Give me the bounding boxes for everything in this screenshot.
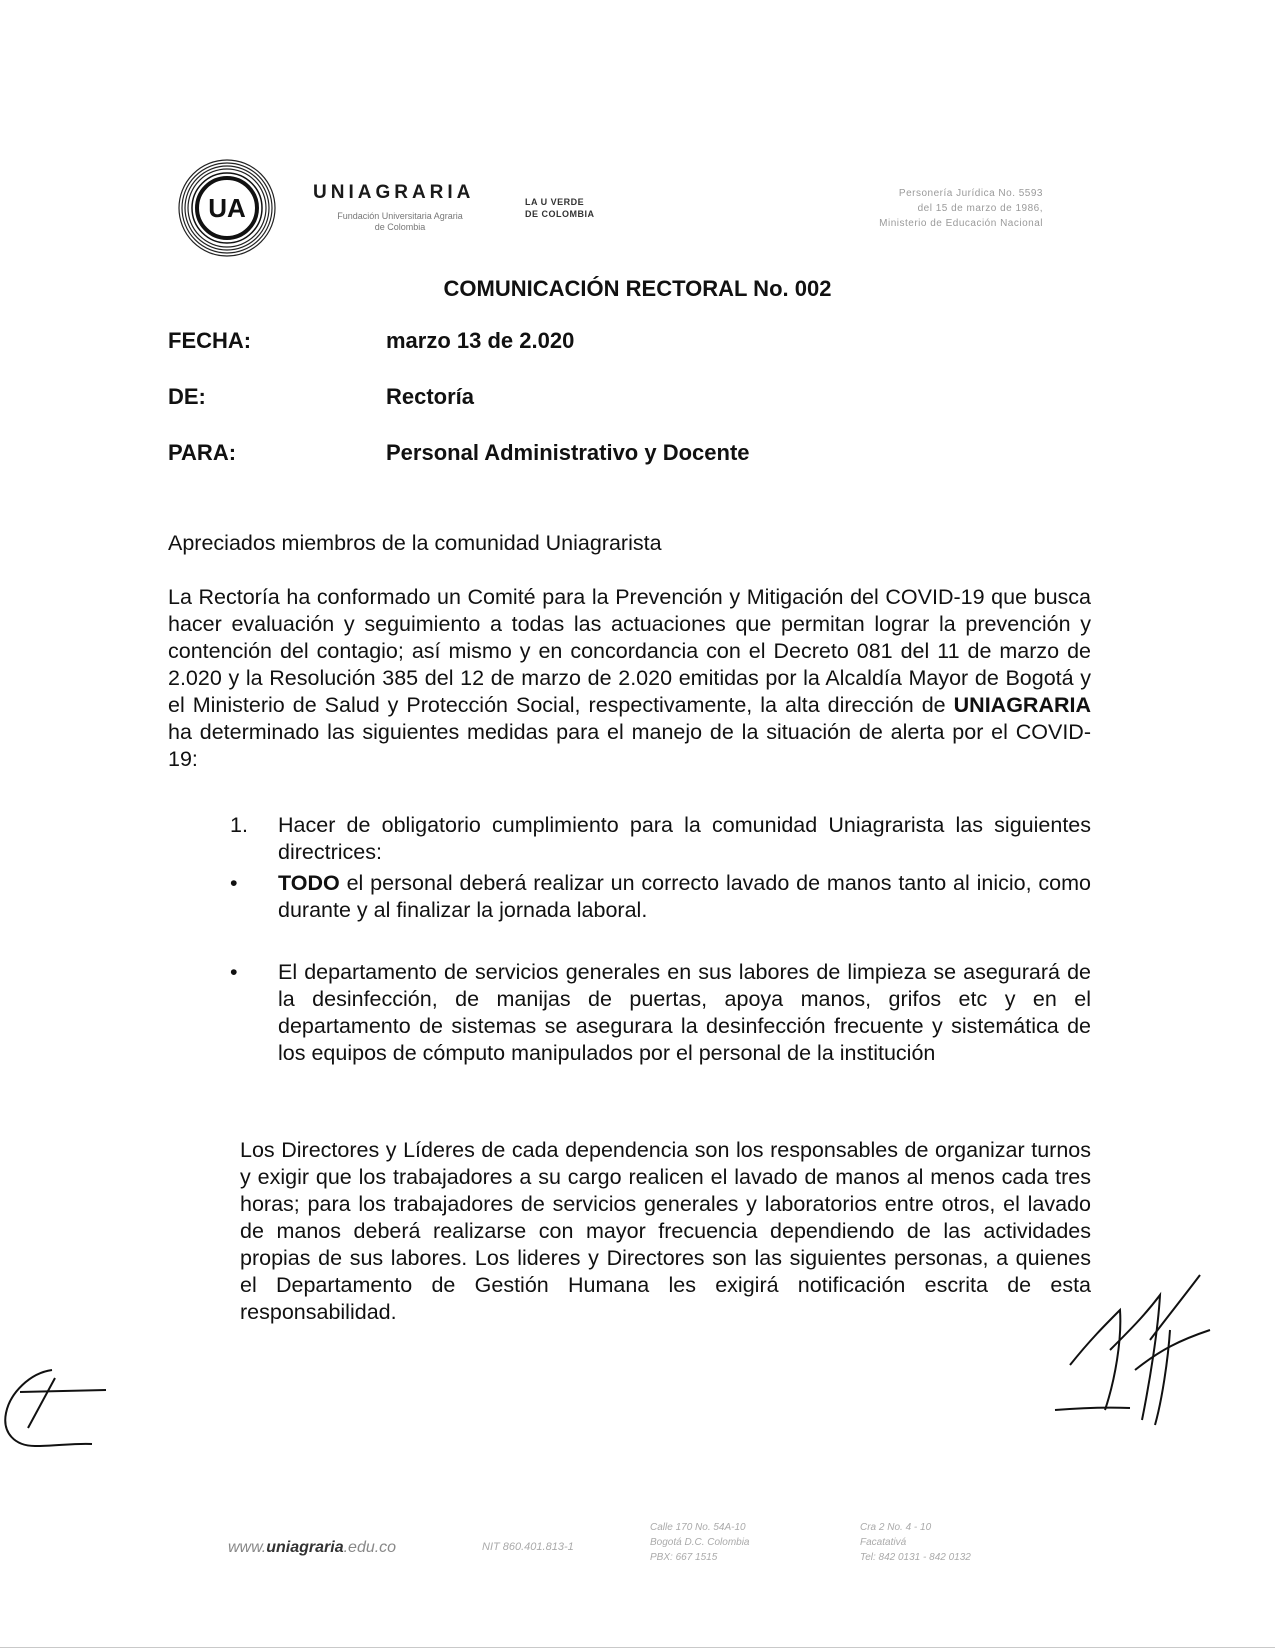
handwritten-initial-left [0, 1358, 110, 1468]
list-item [230, 870, 1091, 924]
page-bottom-divider [0, 1647, 1275, 1648]
list-item [230, 959, 1091, 1067]
footer-address-facatativa-line-3: Tel: 842 0131 - 842 0132 [860, 1552, 971, 1563]
tagline-line-2: DE COLOMBIA [525, 209, 595, 219]
legal-notice [879, 186, 1043, 231]
de-label: DE: [168, 384, 206, 409]
footer-nit: NIT 860.401.813-1 [482, 1541, 574, 1553]
logo-text: UA [208, 193, 246, 223]
footer-address-facatativa [860, 1520, 971, 1565]
list-item-text [278, 870, 1091, 924]
para-value: Personal Administrativo y Docente [386, 440, 750, 465]
footer-address-bogota [650, 1520, 750, 1565]
footer-address-facatativa-line-1: Cra 2 No. 4 - 10 [860, 1522, 932, 1533]
list-item [230, 812, 1091, 866]
para-label: PARA: [168, 440, 237, 465]
paragraph-1-bold: UNIAGRARIA [953, 693, 1091, 717]
footer-address-facatativa-line-2: Facatativá [860, 1537, 907, 1548]
brand-subtitle [310, 211, 490, 233]
brand-subtitle-line-1: Fundación Universitaria Agraria [337, 211, 463, 221]
tagline [525, 196, 595, 220]
footer-web-bold: uniagraria [266, 1539, 344, 1556]
footer-address-bogota-line-3: PBX: 667 1515 [650, 1552, 718, 1563]
legal-line-2: del 15 de marzo de 1986, [917, 203, 1043, 214]
legal-line-3: Ministerio de Educación Nacional [879, 218, 1043, 229]
footer-web-prefix: www. [228, 1539, 267, 1556]
de-value: Rectoría [386, 384, 475, 409]
document-title: COMUNICACIÓN RECTORAL No. 002 [443, 276, 832, 301]
greeting: Apreciados miembros de la comunidad Uniagrarista [168, 531, 662, 555]
brand-name: UNIAGRARIA [313, 182, 475, 203]
legal-line-1: Personería Jurídica No. 5593 [898, 188, 1043, 199]
list-item-rest: el personal deberá realizar un correcto lavado de manos tanto al inicio, como durante y al finalizar la jornada laboral. [278, 871, 1091, 922]
list-item-text: Hacer de obligatorio cumplimiento para la comunidad Uniagrarista las siguientes directrices: [278, 813, 1091, 864]
footer-address-bogota-line-2: Bogotá D.C. Colombia [650, 1537, 750, 1548]
fecha-label: FECHA: [168, 328, 252, 353]
footer-address-bogota-line-1: Calle 170 No. 54A-10 [650, 1522, 746, 1533]
list-item-text: El departamento de servicios generales en sus labores de limpieza se asegurará de la desinfección, de manijas de puertas, apoya manos, grifos etc y en el departamento de sistemas se asegurara la desinfección frecuente y sistemática de los equipos de cómputo manipulados por el personal de la institución [278, 960, 1091, 1065]
fecha-value: marzo 13 de 2.020 [386, 328, 575, 353]
brand-subtitle-line-2: de Colombia [374, 222, 426, 232]
uniagraria-logo [177, 158, 277, 258]
footer-website [228, 1539, 396, 1557]
tagline-line-1: LA U VERDE [525, 197, 585, 207]
paragraph-1 [168, 584, 1091, 773]
paragraph-2: Los Directores y Líderes de cada dependencia son los responsables de organizar turnos y exigir que los trabajadores a su cargo realicen el lavado de manos al menos cada tres horas; para los trabajadores de servicios generales y laboratorios entre otros, el lavado de manos deberá realizarse con mayor frecuencia dependiendo de las actividades propias de sus labores. Los lideres y Directores son las siguientes personas, a quienes el Departamento de Gestión Humana les exigirá notificación escrita de esta responsabilidad. [240, 1138, 1091, 1324]
paragraph-1-text-b: ha determinado las siguientes medidas para el manejo de la situación de alerta por el COVID-19: [168, 720, 1091, 771]
handwritten-signature [1050, 1270, 1220, 1430]
footer-web-suffix: .edu.co [343, 1539, 397, 1556]
list-item-bold: TODO [278, 871, 340, 895]
paragraph-1-text-a: La Rectoría ha conformado un Comité para la Prevención y Mitigación del COVID-19 que busca hacer evaluación y seguimiento a todas las actuaciones que permitan lograr la prevención y contención del contagio; así mismo y en concordancia con el Decreto 081 del 11 de marzo de 2.020 y la Resolución 385 del 12 de marzo de 2.020 emitidas por la Alcaldía Mayor de Bogotá y el Ministerio de Salud y Protección Social, respectivamente, la alta dirección de [168, 585, 1091, 717]
bullet-marker: • [230, 871, 238, 895]
list-number: 1. [230, 813, 248, 837]
bullet-marker: • [230, 960, 238, 984]
